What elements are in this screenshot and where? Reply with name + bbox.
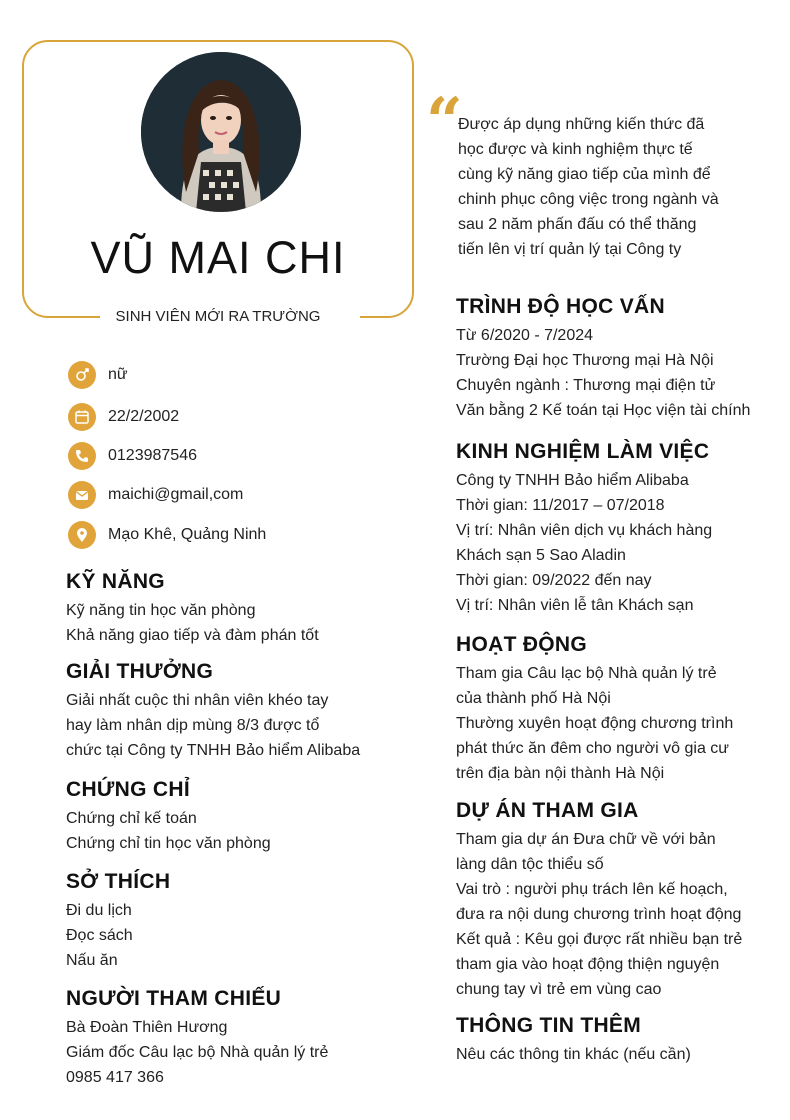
section-line: làng dân tộc thiểu số — [456, 856, 604, 873]
quote-line: sau 2 năm phấn đấu có thể thăng — [458, 216, 697, 233]
section-title: KINH NGHIỆM LÀM VIỆC — [456, 440, 710, 463]
quote-icon: “ — [426, 84, 463, 159]
section-line: Bà Đoàn Thiên Hương — [66, 1019, 228, 1036]
section-additional-info — [456, 1014, 691, 1067]
gender-icon — [68, 361, 96, 389]
quote-line: chinh phục công việc trong ngành và — [458, 191, 719, 208]
section-title: SỞ THÍCH — [66, 870, 171, 893]
section-line: chức tại Công ty TNHH Bảo hiểm Alibaba — [66, 742, 361, 759]
section-line: Thời gian: 09/2022 đến nay — [456, 572, 652, 589]
section-line: Vị trí: Nhân viên lễ tân Khách sạn — [456, 597, 694, 614]
contact-birthday — [68, 403, 398, 431]
section-awards — [66, 660, 360, 763]
section-title: NGƯỜI THAM CHIẾU — [66, 987, 282, 1010]
section-line: chung tay vì trẻ em vùng cao — [456, 981, 662, 998]
contact-text: Mạo Khê, Quảng Ninh — [108, 526, 267, 543]
section-activities — [456, 633, 733, 786]
mail-icon — [68, 481, 96, 509]
section-line: phát thức ăn đêm cho người vô gia cư — [456, 740, 729, 757]
section-line: 0985 417 366 — [66, 1069, 164, 1086]
candidate-subtitle: SINH VIÊN MỚI RA TRƯỜNG — [115, 308, 321, 325]
section-line: Giải nhất cuộc thi nhân viên khéo tay — [66, 692, 329, 709]
section-line: Kết quả : Kêu gọi được rất nhiều bạn trẻ — [456, 931, 743, 948]
section-references — [66, 987, 328, 1090]
section-line: Thời gian: 11/2017 – 07/2018 — [456, 497, 665, 514]
section-title: GIẢI THƯỞNG — [66, 660, 214, 683]
contact-gender — [68, 361, 398, 389]
section-line: Vị trí: Nhân viên dịch vụ khách hàng — [456, 522, 713, 539]
section-line: Đọc sách — [66, 927, 133, 944]
section-line: hay làm nhân dịp mùng 8/3 được tổ — [66, 717, 320, 734]
contact-text: maichi@gmail,com — [108, 486, 244, 503]
section-title: KỸ NĂNG — [66, 570, 165, 593]
section-skills — [66, 570, 319, 648]
section-title: THÔNG TIN THÊM — [456, 1014, 642, 1037]
candidate-name: VŨ MAI CHI — [90, 232, 346, 283]
contact-text: nữ — [108, 366, 128, 383]
section-line: tham gia vào hoạt động thiện nguyện — [456, 956, 720, 973]
section-line: đưa ra nội dung chương trình hoạt động — [456, 906, 742, 923]
section-line: Chứng chỉ kế toán — [66, 810, 197, 827]
section-line: Trường Đại học Thương mại Hà Nội — [456, 352, 714, 369]
section-line: Chuyên ngành : Thương mại điện tử — [456, 377, 716, 394]
section-line: Chứng chỉ tin học văn phòng — [66, 835, 271, 852]
section-line: Kỹ năng tin học văn phòng — [66, 602, 256, 619]
section-line: Giám đốc Câu lạc bộ Nhà quản lý trẻ — [66, 1044, 329, 1061]
phone-icon — [68, 442, 96, 470]
section-title: HOẠT ĐỘNG — [456, 633, 588, 656]
section-title: TRÌNH ĐỘ HỌC VẤN — [456, 295, 665, 318]
section-line: Công ty TNHH Bảo hiểm Alibaba — [456, 472, 689, 489]
contact-phone — [68, 442, 398, 470]
section-title: DỰ ÁN THAM GIA — [456, 799, 639, 822]
avatar-portrait — [141, 52, 301, 212]
section-line: Thường xuyên hoạt động chương trình — [456, 715, 734, 732]
section-title: CHỨNG CHỈ — [66, 778, 190, 801]
section-line: Tham gia Câu lạc bộ Nhà quản lý trẻ — [456, 665, 717, 682]
section-line: Nấu ăn — [66, 952, 118, 969]
avatar — [141, 52, 301, 212]
section-certificates — [66, 778, 271, 856]
section-experience — [456, 440, 712, 618]
section-education — [456, 295, 750, 423]
section-line: Tham gia dự án Đưa chữ về với bản — [456, 831, 716, 848]
quote-line: học được và kinh nghiệm thực tế — [458, 141, 693, 158]
quote-line: tiến lên vị trí quản lý tại Công ty — [458, 241, 682, 258]
contact-text: 22/2/2002 — [108, 408, 180, 425]
section-line: Từ 6/2020 - 7/2024 — [456, 327, 594, 344]
contact-address — [68, 521, 398, 549]
calendar-icon — [68, 403, 96, 431]
section-line: Văn bằng 2 Kế toán tại Học viện tài chính — [456, 402, 751, 419]
section-line: Nêu các thông tin khác (nếu cần) — [456, 1046, 691, 1063]
quote-line: cùng kỹ năng giao tiếp của mình để — [458, 166, 711, 183]
section-line: Khả năng giao tiếp và đàm phán tốt — [66, 627, 319, 644]
section-projects — [456, 799, 742, 1002]
contact-email — [68, 481, 398, 509]
contact-text: 0123987546 — [108, 447, 197, 464]
section-hobbies — [66, 870, 170, 973]
quote-line: Được áp dụng những kiến thức đã — [458, 116, 705, 133]
section-line: Khách sạn 5 Sao Aladin — [456, 547, 626, 564]
objective-quote — [458, 112, 758, 262]
section-line: của thành phố Hà Nội — [456, 690, 611, 707]
location-icon — [68, 521, 96, 549]
section-line: trên địa bàn nội thành Hà Nội — [456, 765, 665, 782]
section-line: Đi du lịch — [66, 902, 132, 919]
section-line: Vai trò : người phụ trách lên kế hoạch, — [456, 881, 728, 898]
